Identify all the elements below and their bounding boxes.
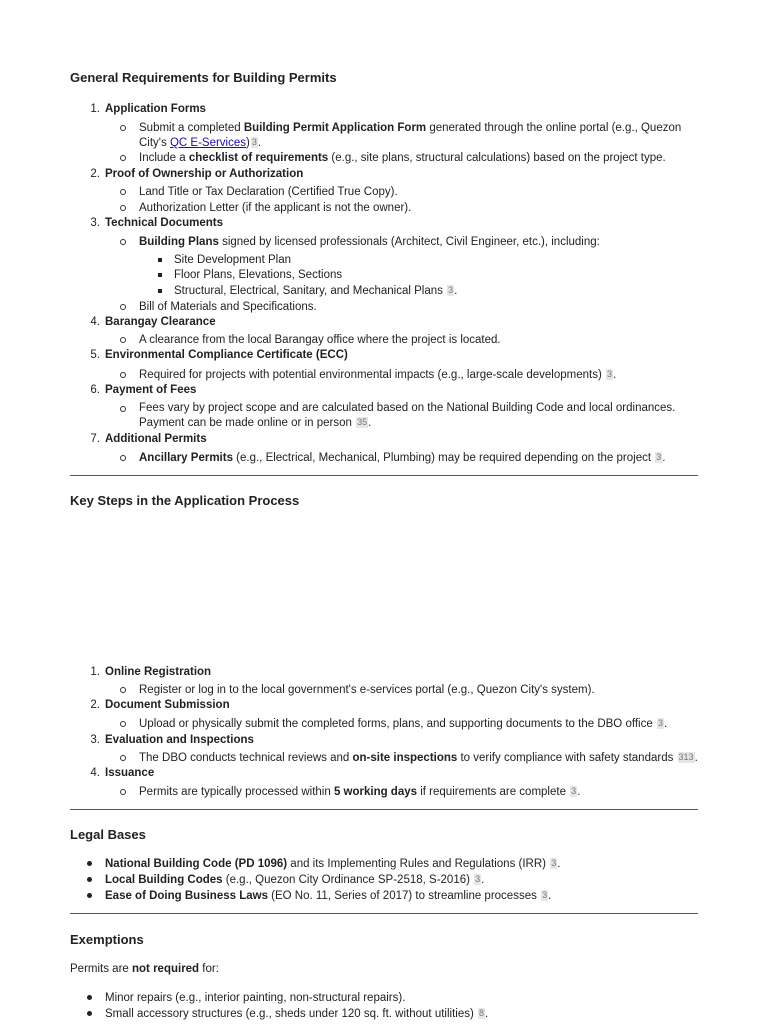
section-title-general-requirements: General Requirements for Building Permits [70,70,337,85]
circle-bullet-icon [120,337,126,343]
circle-bullet-icon [120,789,126,795]
circle-bullet-icon [120,455,126,461]
circle-bullet-icon [120,125,126,131]
list-subitem: Upload or physically submit the completed forms, plans, and supporting documents to the DBO office 3. [139,718,668,730]
circle-bullet-icon [120,189,126,195]
circle-bullet-icon [120,687,126,693]
bullet-dot-icon [87,861,92,866]
circle-bullet-icon [120,721,126,727]
square-bullet-icon [158,258,162,262]
list-number: 7. [90,433,100,445]
citation-badge[interactable]: 3 [657,718,663,728]
list-item: Ease of Doing Business Laws (EO No. 11, Series of 2017) to streamline processes 3. [105,890,552,902]
list-number: 5. [90,349,100,361]
list-subitem: Land Title or Tax Declaration (Certified True Copy). [139,186,398,198]
list-number: 2. [90,168,100,180]
list-item: National Building Code (PD 1096) and its Implementing Rules and Regulations (IRR) 3. [105,858,561,870]
list-subitem: Ancillary Permits (e.g., Electrical, Mechanical, Plumbing) may be required depending on the project 3. [139,452,666,464]
circle-bullet-icon [120,239,126,245]
citation-badge[interactable]: 3 [448,285,454,295]
citation-badge[interactable]: 35 [357,417,368,427]
list-subsubitem: Site Development Plan [174,254,291,266]
circle-bullet-icon [120,372,126,378]
list-subitem: Authorization Letter (if the applicant is not the owner). [139,202,412,214]
list-item-label: Evaluation and Inspections [105,734,254,746]
section-title-key-steps: Key Steps in the Application Process [70,493,300,508]
list-item-label: Barangay Clearance [105,316,216,328]
qc-eservices-link[interactable]: QC E-Services [169,137,246,149]
list-subsubitem: Floor Plans, Elevations, Sections [174,269,343,281]
circle-bullet-icon [120,755,126,761]
circle-bullet-icon [120,155,126,161]
list-item: Minor repairs (e.g., interior painting, non-structural repairs). [105,992,406,1004]
list-subitem-continued: City's QC E-Services) 3. [139,137,262,149]
list-subitem: The DBO conducts technical reviews and on-site inspections to verify compliance with safety standards 313. [139,752,698,764]
list-subitem-continued: Payment can be made online or in person 35. [139,417,372,429]
section-title-legal-bases: Legal Bases [70,827,146,842]
list-subitem: Permits are typically processed within 5 working days if requirements are complete 3. [139,786,581,798]
list-item-label: Proof of Ownership or Authorization [105,168,304,180]
list-subitem: Submit a completed Building Permit Application Form generated through the online portal (e.g., Quezon [139,122,682,134]
citation-badge[interactable]: 3 [475,874,481,884]
square-bullet-icon [158,273,162,277]
list-item: Local Building Codes (e.g., Quezon City Ordinance SP-2518, S-2016) 3. [105,874,485,886]
bullet-dot-icon [87,893,92,898]
list-item-label: Environmental Compliance Certificate (ECC) [105,349,348,361]
circle-bullet-icon [120,304,126,310]
section-divider [70,475,698,476]
citation-badge[interactable]: 3 [606,369,612,379]
square-bullet-icon [158,289,162,293]
citation-badge[interactable]: 313 [678,752,694,762]
list-subitem: Fees vary by project scope and are calculated based on the National Building Code and local ordinances. [139,402,676,414]
list-item-label: Issuance [105,767,155,779]
citation-badge[interactable]: 3 [571,786,577,796]
list-number: 1. [90,666,100,678]
list-item-label: Technical Documents [105,217,224,229]
list-item-label: Online Registration [105,666,212,678]
list-subitem: Bill of Materials and Specifications. [139,301,317,313]
list-number: 2. [90,699,100,711]
circle-bullet-icon [120,406,126,412]
exemptions-intro: Permits are not required for: [70,963,219,975]
list-number: 3. [90,217,100,229]
citation-badge[interactable]: 3 [551,858,557,868]
list-subitem: Include a checklist of requirements (e.g., site plans, structural calculations) based on the project type. [139,152,666,164]
list-subitem: Required for projects with potential environmental impacts (e.g., large-scale developments) 3. [139,369,617,381]
list-subitem: Register or log in to the local government's e-services portal (e.g., Quezon City's system). [139,684,595,696]
list-number: 1. [90,103,100,115]
bullet-dot-icon [87,1011,92,1016]
citation-badge[interactable]: 3 [656,452,662,462]
circle-bullet-icon [120,205,126,211]
section-divider [70,809,698,810]
citation-badge[interactable]: 3 [542,890,548,900]
citation-badge[interactable]: 3 [251,137,257,147]
list-number: 4. [90,316,100,328]
list-item-label: Document Submission [105,699,230,711]
list-item-label: Payment of Fees [105,384,197,396]
bullet-dot-icon [87,995,92,1000]
section-title-exemptions: Exemptions [70,932,144,947]
section-divider [70,913,698,914]
list-subitem: Building Plans signed by licensed professionals (Architect, Civil Engineer, etc.), including: [139,236,600,248]
list-item-label: Additional Permits [105,433,207,445]
list-item: Small accessory structures (e.g., sheds under 120 sq. ft. without utilities) 8. [105,1008,489,1020]
list-number: 4. [90,767,100,779]
list-number: 3. [90,734,100,746]
citation-badge[interactable]: 8 [479,1008,485,1018]
list-subitem: A clearance from the local Barangay office where the project is located. [139,334,501,346]
bullet-dot-icon [87,877,92,882]
list-number: 6. [90,384,100,396]
list-item-label: Application Forms [105,103,206,115]
list-subsubitem: Structural, Electrical, Sanitary, and Mechanical Plans 3. [174,285,458,297]
